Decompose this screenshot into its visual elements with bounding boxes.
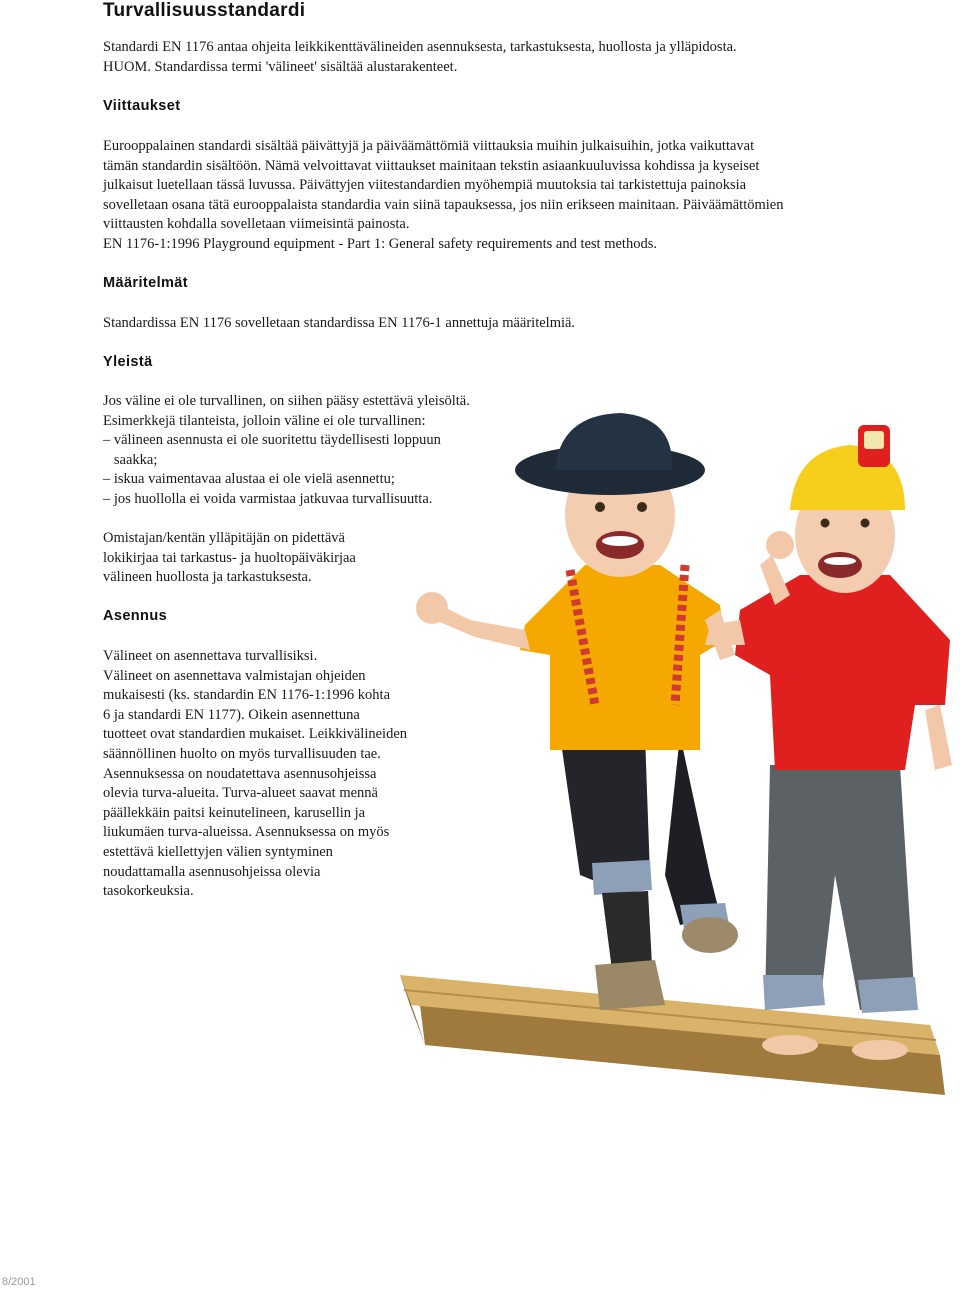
- intro-paragraph: [103, 38, 737, 77]
- text-line: Asennuksessa on noudatettava asennusohjeissa: [103, 765, 377, 782]
- footer-date: 8/2001: [2, 1276, 36, 1288]
- text-line: välineen huollosta ja tarkastuksesta.: [103, 569, 312, 586]
- text-line: lokikirjaa tai tarkastus- ja huoltopäiväkirjaa: [103, 549, 356, 566]
- list-item: saakka;: [103, 451, 158, 468]
- text-line: Välineet on asennettava valmistajan ohjeiden: [103, 667, 366, 684]
- text-line: tuotteet ovat standardien mukaiset. Leikkivälineiden: [103, 726, 408, 743]
- text-line: mukaisesti (ks. standardin EN 1176-1:1996 kohta: [103, 687, 391, 704]
- list-item: – iskua vaimentavaa alustaa ei ole vielä asennettu;: [103, 471, 395, 488]
- text-line: Esimerkkejä tilanteista, jolloin väline ei ole turvallinen:: [103, 412, 426, 429]
- text-line: viittausten kohdalla sovelletaan viimeisintä painosta.: [103, 216, 410, 233]
- text-line: Jos väline ei ole turvallinen, on siihen pääsy estettävä yleisöltä.: [103, 393, 470, 409]
- text-line: säännöllinen huolto on myös turvallisuuden tae.: [103, 745, 381, 762]
- list-item: – jos huollolla ei voida varmistaa jatkuvaa turvallisuutta.: [103, 490, 433, 507]
- text-line: EN 1176-1:1996 Playground equipment - Part 1: General safety requirements and test methods.: [103, 235, 657, 252]
- heading-maaritelmat: Määritelmät: [103, 275, 188, 291]
- viittaukset-paragraph: [103, 137, 783, 255]
- text-line: noudattamalla asennusohjeissa olevia: [103, 863, 321, 880]
- text-line: tasokorkeuksia.: [103, 883, 194, 900]
- text-line: Eurooppalainen standardi sisältää päivättyjä ja päiväämättömiä viittauksia muihin julkaisuihin, jotka vaikuttavat: [103, 138, 755, 154]
- text-line: Standardissa EN 1176 sovelletaan standardissa EN 1176-1 annettuja määritelmiä.: [103, 315, 576, 331]
- text-line: Omistajan/kentän ylläpitäjän on pidettävä: [103, 530, 345, 546]
- maaritelmat-paragraph: [103, 314, 575, 334]
- text-line: Standardi EN 1176 antaa ohjeita leikkikenttävälineiden asennuksesta, tarkastuksesta, huollosta ja ylläpidosta.: [103, 39, 737, 55]
- text-line: sovelletaan osana tätä eurooppalaista standardia vain siinä tapauksessa, jos niin erikseen mainitaan. Päiväämättömien: [103, 196, 784, 213]
- children-photo: [380, 405, 960, 1095]
- text-line: Välineet on asennettava turvallisiksi.: [103, 648, 318, 664]
- text-line: tämän standardin sisältöön. Nämä velvoittavat viittaukset mainitaan tekstin asiaankuuluvissa kohdissa ja kyseiset: [103, 157, 760, 174]
- child-right: [705, 425, 952, 1060]
- text-line: estettävä kiellettyjen välien syntyminen: [103, 843, 333, 860]
- heading-asennus: Asennus: [103, 608, 168, 624]
- asennus-paragraph: [103, 647, 407, 902]
- text-line: 6 ja standardi EN 1177). Oikein asennettuna: [103, 706, 360, 723]
- heading-yleista: Yleistä: [103, 354, 153, 370]
- page-title: Turvallisuusstandardi: [103, 0, 306, 21]
- text-line: HUOM. Standardissa termi 'välineet' sisältää alustarakenteet.: [103, 58, 458, 75]
- list-item: – välineen asennusta ei ole suoritettu täydellisesti loppuun: [103, 432, 441, 449]
- text-line: olevia turva-alueita. Turva-alueet saavat mennä: [103, 785, 378, 802]
- heading-viittaukset: Viittaukset: [103, 98, 181, 114]
- text-line: julkaisut luetellaan tässä luvussa. Päivättyjen viitestandardien myöhempiä muutoksia tai tarkistettuja painoksia: [103, 177, 747, 194]
- child-left: [416, 413, 738, 1010]
- text-line: liukumäen turva-alueissa. Asennuksessa on myös: [103, 824, 390, 841]
- yleista-paragraph-2: [103, 529, 356, 588]
- text-line: päällekkäin paitsi keinutelineen, karusellin ja: [103, 804, 366, 821]
